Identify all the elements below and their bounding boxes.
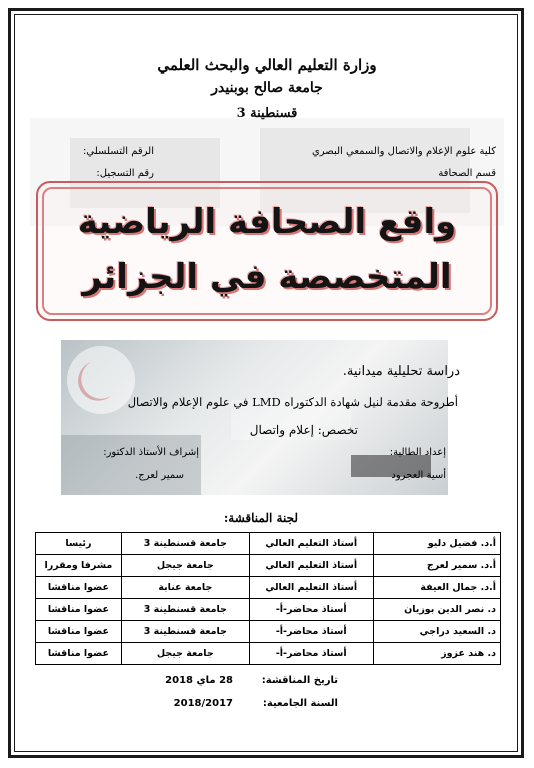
jury-member-role: عضوا مناقشا [36,577,122,599]
student-name: أسية العجرود [391,470,446,481]
jury-heading: لجنة المناقشة: [223,511,298,525]
university-title: جامعة صالح بوبنيدر [211,80,323,96]
academic-year-label: السنة الجامعية: [262,698,338,709]
jury-member-university: جامعة عنابة [121,577,249,599]
jury-member-name: أ.د. فضيل دليو [373,533,500,555]
table-row [36,577,501,599]
study-type: دراسة تحليلية ميدانية. [342,364,460,379]
jury-member-rank: أستاذ التعليم العالي [249,533,373,555]
jury-member-university: جامعة قسنطينة 3 [121,599,249,621]
jury-member-university: جامعة قسنطينة 3 [121,621,249,643]
serial-number-label: الرقم التسلسلي: [83,146,154,157]
table-row [36,555,501,577]
jury-member-name: د. هند عزوز [373,643,500,665]
jury-member-rank: أستاذ التعليم العالي [249,555,373,577]
jury-member-name: د. نصر الدين بوزيان [373,599,500,621]
thesis-title-line-2: المتخصصة في الجزائر [82,257,452,297]
city-title: قسنطينة 3 [236,106,298,121]
registration-number-label: رقم التسجيل: [96,168,154,179]
thesis-title-line-1: واقع الصحافة الرياضية [77,202,457,242]
prepared-by-label: إعداد الطالبة: [389,447,446,458]
department-label: قسم الصحافة [438,168,496,179]
table-row [36,533,501,555]
thesis-purpose: أطروحة مقدمة لنيل شهادة الدكتوراه LMD في علوم الإعلام والاتصال [127,395,458,409]
defense-date-label: تاريخ المناقشة: [261,675,338,686]
jury-member-role: رئيسا [36,533,122,555]
jury-member-role: عضوا مناقشا [36,643,122,665]
academic-year-value: 2018/2017 [173,698,233,709]
supervisor-name: سمير لعرج. [135,470,184,481]
jury-member-name: أ.د. جمال العيفة [373,577,500,599]
table-row [36,643,501,665]
supervisor-label: إشراف الأستاذ الدكتور: [103,447,199,458]
ministry-title: وزارة التعليم العالي والبحث العلمي [157,56,377,74]
jury-member-university: جامعة قسنطينة 3 [121,533,249,555]
jury-member-role: مشرفا ومقررا [36,555,122,577]
jury-member-name: د. السعيد دراجي [373,621,500,643]
jury-member-rank: أستاذ محاضر-أ- [249,599,373,621]
jury-member-university: جامعة جيجل [121,643,249,665]
jury-member-role: عضوا مناقشا [36,599,122,621]
jury-member-rank: أستاذ التعليم العالي [249,577,373,599]
jury-member-rank: أستاذ محاضر-أ- [249,621,373,643]
jury-table [35,532,501,665]
jury-member-name: أ.د. سمير لعرج [373,555,500,577]
jury-member-role: عضوا مناقشا [36,621,122,643]
jury-member-rank: أستاذ محاضر-أ- [249,643,373,665]
faculty-label: كلية علوم الإعلام والاتصال والسمعي البصري [311,146,496,157]
defense-date-value: 28 ماي 2018 [165,675,233,686]
jury-member-university: جامعة جيجل [121,555,249,577]
table-row [36,599,501,621]
table-row [36,621,501,643]
specialty: تخصص: إعلام واتصال [249,423,358,437]
